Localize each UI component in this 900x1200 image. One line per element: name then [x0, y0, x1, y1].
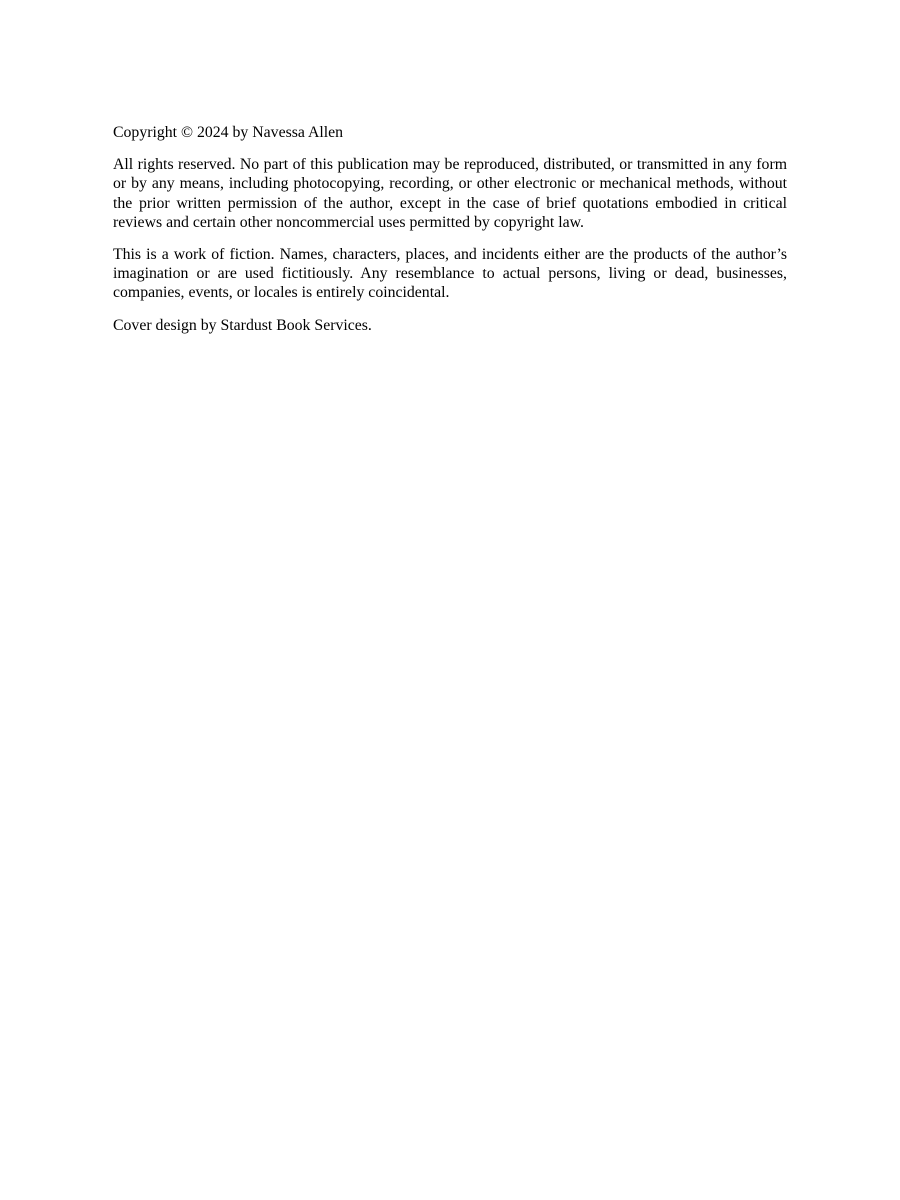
- copyright-text-block: [113, 123, 787, 348]
- cover-design-credit-line: Cover design by Stardust Book Services.: [113, 316, 372, 334]
- rights-reserved-paragraph: All rights reserved. No part of this publication may be reproduced, distributed, or transmitted in any form or by any means, including photocopying, recording, or other electronic or mechanical methods, without the prior written permission of the author, except in the case of brief quotations embodied in critical reviews and certain other noncommercial uses permitted by copyright law.: [113, 156, 787, 231]
- work-of-fiction-paragraph: This is a work of fiction. Names, characters, places, and incidents either are the products of the author’s imagination or are used fictitiously. Any resemblance to actual persons, living or dead, businesses, companies, events, or locales is entirely coincidental.: [113, 246, 787, 302]
- copyright-notice-line: Copyright © 2024 by Navessa Allen: [113, 124, 344, 141]
